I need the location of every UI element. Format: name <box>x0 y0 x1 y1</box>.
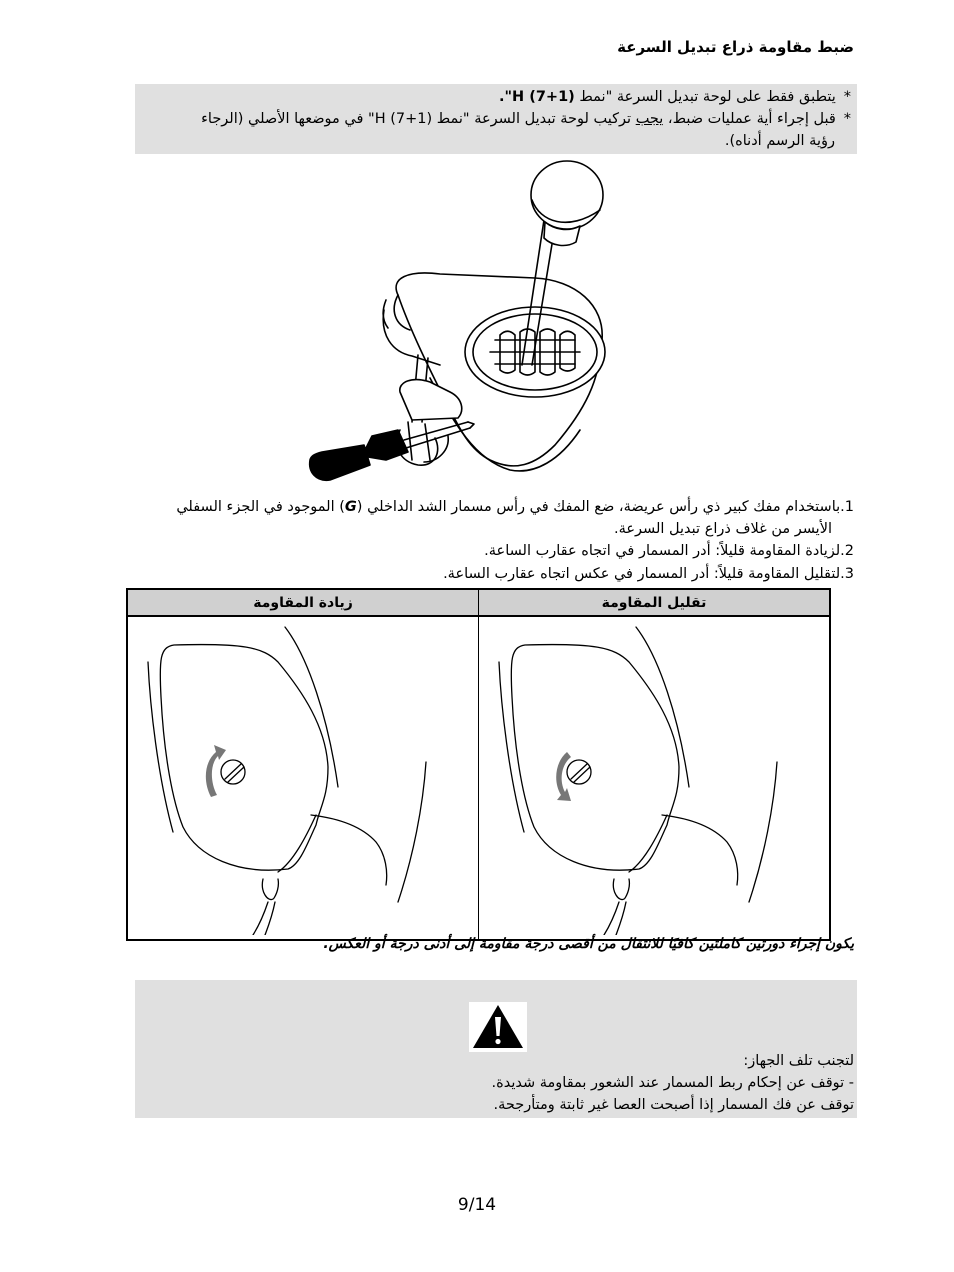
clockwise-arrow-icon <box>206 745 226 797</box>
step-3 <box>443 563 854 585</box>
note-line-2-text-a: قبل إجراء أية عمليات ضبط، <box>663 111 836 127</box>
rotation-note: يكون إجراء دورتين كاملتين كافيًا للانتقال من أقصى درجة مقاومة إلى أدنى درجة أو العكس. <box>323 936 854 952</box>
header-increase: زيادة المقاومة <box>127 589 479 616</box>
step-text: لزيادة المقاومة قليلاً: أدر المسمار في اتجاه عقارب الساعة. <box>484 543 841 559</box>
cell-increase <box>127 616 479 940</box>
step-number: 2. <box>840 543 854 559</box>
header-decrease: تقليل المقاومة <box>479 589 831 616</box>
note-line-1-bold: H (7+1)". <box>498 89 575 105</box>
step-2 <box>484 540 854 562</box>
bullet-star: * <box>843 111 851 127</box>
warning-line-2: توقف عن فك المسمار إذا أصبحت العصا غير ثابتة ومتأرجحة. <box>493 1097 854 1113</box>
warning-triangle-icon <box>469 1002 527 1052</box>
resistance-table <box>126 588 831 941</box>
step-1 <box>176 496 854 518</box>
shifter-illustration <box>300 160 630 488</box>
note-box <box>135 84 857 154</box>
cell-decrease <box>479 616 831 940</box>
note-line-1-text: يتطبق فقط على لوحة تبديل السرعة "نمط <box>574 89 836 105</box>
step-number: 3. <box>840 566 854 582</box>
increase-diagram <box>128 617 478 935</box>
page-title: ضبط مقاومة ذراع تبديل السرعة <box>617 38 854 56</box>
note-line-3: رؤية الرسم أدناه). <box>724 133 835 149</box>
bullet-star: * <box>843 89 851 105</box>
decrease-diagram <box>479 617 829 935</box>
warning-line-1: - توقف عن إحكام ربط المسمار عند الشعور بمقاومة شديدة. <box>491 1075 854 1091</box>
note-line-2-underlined: يجب <box>635 111 664 127</box>
page-number: 9/14 <box>457 1195 497 1215</box>
note-line-2-text-b: تركيب لوحة تبديل السرعة "نمط H (7+1)" في موضعها الأصلي (الرجاء <box>201 111 636 127</box>
note-line-2 <box>201 108 851 130</box>
step-1-continuation: الأيسر من غلاف ذراع تبديل السرعة. <box>614 521 832 537</box>
counterclockwise-arrow-icon <box>556 752 571 801</box>
step-text: لتقليل المقاومة قليلاً: أدر المسمار في عكس اتجاه عقارب الساعة. <box>443 566 841 582</box>
warning-heading: لتجنب تلف الجهاز: <box>743 1053 854 1069</box>
step-text-b: ) الموجود في الجزء السفلي <box>176 499 345 515</box>
warning-box <box>135 980 857 1118</box>
label-g: G <box>344 499 357 515</box>
step-number: 1. <box>840 499 854 515</box>
note-line-1 <box>499 86 851 108</box>
step-text-a: باستخدام مفك كبير ذي رأس عريضة، ضع المفك في رأس مسمار الشد الداخلي ( <box>356 499 841 515</box>
